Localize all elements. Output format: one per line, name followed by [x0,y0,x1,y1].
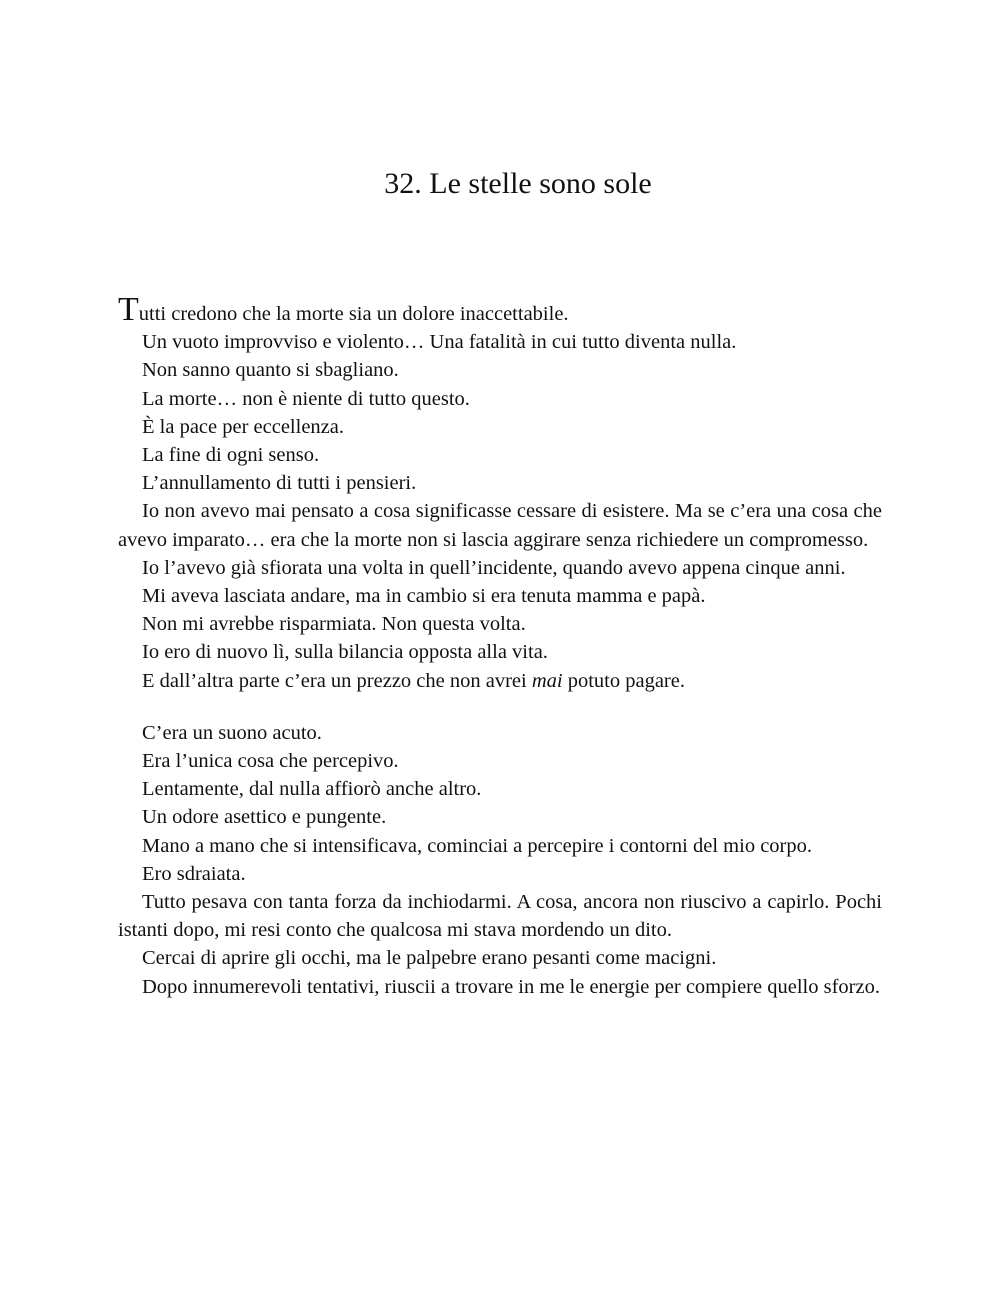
paragraph: Mi aveva lasciata andare, ma in cambio si era tenuta mamma e papà. [142,585,706,608]
paragraph: Io non avevo mai pensato a cosa significasse cessare di esistere. Ma se c’era una cosa che avevo imparato… era che la morte non si lascia aggirare senza richiedere un compromesso. [118,500,882,551]
paragraph-with-emphasis [118,667,882,695]
emphasis-text: mai [531,669,563,692]
paragraph: Non sanno quanto si sbagliano. [142,359,399,382]
paragraph: C’era un suono acuto. [142,721,322,744]
paragraph: Io l’avevo già sfiorata una volta in quell’incidente, quando avevo appena cinque anni. [142,556,846,579]
chapter-title: 32. Le stelle sono sole [384,167,652,200]
paragraph-text: E dall’altra parte c’era un prezzo che non avrei [142,669,532,692]
paragraph: Cercai di aprire gli occhi, ma le palpebre erano pesanti come macigni. [142,947,717,970]
paragraph: Ero sdraiata. [142,862,246,885]
opening-paragraph [118,291,882,328]
opening-paragraph-text: utti credono che la morte sia un dolore inaccettabile. [138,303,569,325]
paragraph: Io ero di nuovo lì, sulla bilancia opposta alla vita. [142,641,548,664]
paragraph: Un vuoto improvviso e violento… Una fatalità in cui tutto diventa nulla. [142,331,737,354]
paragraph: Era l’unica cosa che percepivo. [142,750,399,773]
paragraph: La fine di ogni senso. [142,444,320,467]
paragraph-text: potuto pagare. [562,669,685,692]
paragraph: Lentamente, dal nulla affiorò anche altro. [142,778,482,801]
paragraph: La morte… non è niente di tutto questo. [142,387,470,410]
paragraph: Mano a mano che si intensificava, cominciai a percepire i contorni del mio corpo. [142,834,812,857]
paragraph: Un odore asettico e pungente. [142,806,387,829]
paragraph: Dopo innumerevoli tentativi, riuscii a trovare in me le energie per compiere quello sforzo. [142,975,880,998]
section-break [118,695,882,719]
paragraph: È la pace per eccellenza. [142,415,344,438]
paragraph: Non mi avrebbe risparmiata. Non questa volta. [142,613,526,636]
paragraph: L’annullamento di tutti i pensieri. [142,472,417,495]
drop-initial: T [118,291,139,328]
chapter-body [118,291,882,1001]
paragraph: Tutto pesava con tanta forza da inchiodarmi. A cosa, ancora non riuscivo a capirlo. Pochi istanti dopo, mi resi conto che qualcosa mi stava mordendo un dito. [118,891,882,942]
